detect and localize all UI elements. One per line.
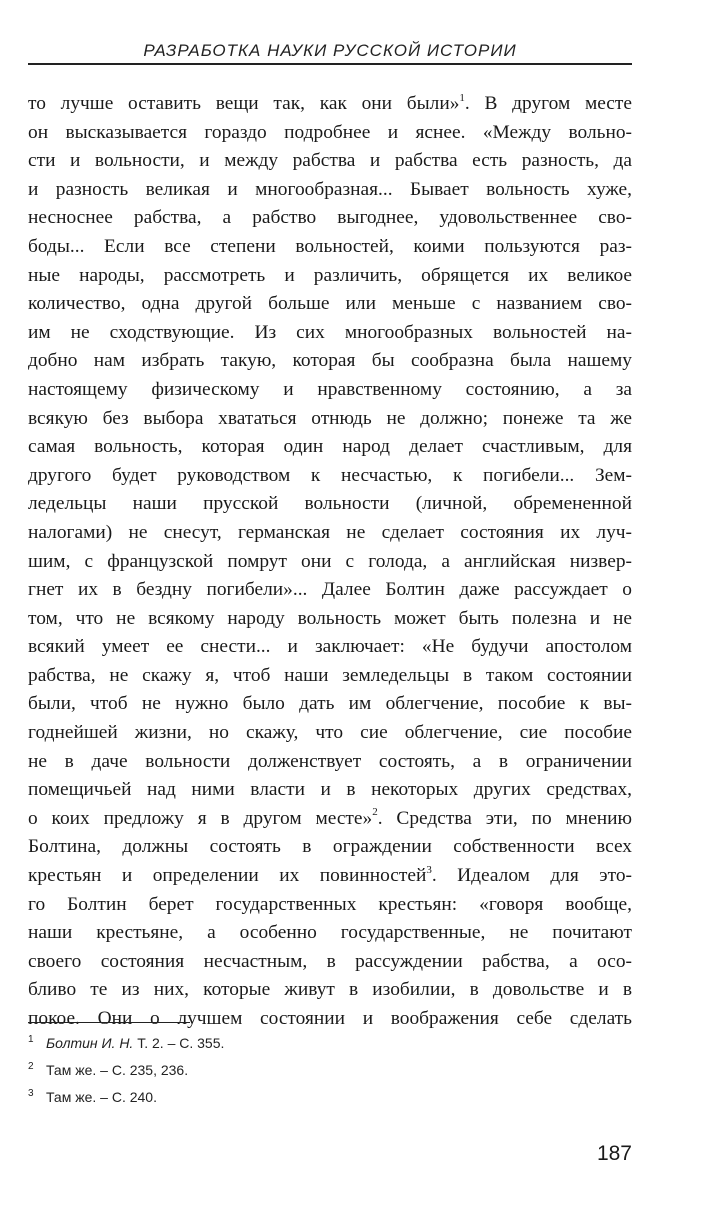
footnote-author: Болтин И. Н. — [46, 1035, 134, 1051]
text-line: добно нам избрать такую, которая бы сообразна была нашему — [28, 350, 632, 372]
footnote-rule — [28, 1022, 190, 1023]
text-line: гнет их в бездну погибели»... Далее Болтин даже рассуждает о — [28, 579, 632, 601]
footnote-text: Там же. – С. 240. — [46, 1089, 157, 1105]
text-line: то лучше оставить вещи так, как они были»$^1$. В другом месте — [28, 91, 632, 114]
text-line: Болтина, должны состоять в ограждении собственности всех — [28, 836, 632, 858]
footnote-item: 2 Там же. – С. 235, 236. — [28, 1061, 189, 1078]
text-line: самая вольность, которая один народ делает счастливым, для — [28, 436, 632, 458]
text-line: им не сходствующие. Из сих многообразных вольностей на- — [28, 321, 632, 343]
text-line: сти и вольности, и между рабства и рабства есть разность, да — [28, 150, 632, 172]
page-number: 187 — [596, 1142, 632, 1165]
footnote-text: Т. 2. – С. 355. — [133, 1035, 225, 1051]
text-line: крестьян и определении их повинностей$^3$. Идеалом для это- — [28, 863, 632, 887]
text-line: помещичьей над ними власти и в некоторых других средствах, — [28, 779, 632, 801]
text-line: рабства, не скажу я, чтоб наши земледельцы в таком состоянии — [28, 664, 632, 686]
text-line: наши крестьяне, а особенно государственные, не почитают — [28, 922, 632, 944]
text-line: покое. Они о лучшем состоянии и воображения себе сделать — [28, 1008, 632, 1029]
text-line: шим, с французской помрут они с голода, а английская низвер- — [28, 550, 632, 572]
text-line: го Болтин берет государственных крестьян: «говоря вообще, — [28, 893, 632, 915]
footnote-item: 3 Там же. – С. 240. — [28, 1088, 157, 1105]
text-line: не в даче вольности долженствует состоять, а в ограничении — [28, 750, 632, 772]
text-line: годнейшей жизни, но скажу, что сие облегчение, сие пособие — [28, 722, 632, 744]
text-line: и разность великая и многообразная... Бывает вольность хуже, — [28, 178, 632, 200]
footnotes — [28, 1030, 632, 1111]
text-line: о коих предложу я в другом месте»$^2$. Средства эти, по мнению — [28, 806, 632, 829]
text-line: были, чтоб не нужно было дать им облегчение, пособие к вы- — [28, 693, 632, 715]
text-line: всякую без выбора хвататься отнюдь не должно; понеже та же — [28, 407, 632, 429]
footnote-ref: 3 — [426, 863, 432, 876]
text-line: настоящему физическому и нравственному состоянию, а за — [28, 378, 632, 400]
text-line: своего состояния несчастным, в рассуждении рабства, а осо- — [28, 950, 632, 972]
text-line: всякий умеет ее снести... и заключает: «Не будучи апостолом — [28, 636, 632, 658]
text-line: ные народы, рассмотреть и различить, обрящется их великое — [28, 264, 632, 286]
text-line: несноснее рабства, а рабство выгоднее, удовольственнее сво- — [28, 207, 632, 229]
text-line: он высказывается гораздо подробнее и яснее. «Между вольно- — [28, 121, 632, 143]
running-header: РАЗРАБОТКА НАУКИ РУССКОЙ ИСТОРИИ — [143, 41, 517, 60]
footnote-ref: 1 — [459, 91, 465, 104]
text-line: боды... Если все степени вольностей, коими пользуются раз- — [28, 235, 632, 257]
text-line: ледельцы наши прусской вольности (личной, обремененной — [28, 493, 632, 515]
footnote-text: Там же. – С. 235, 236. — [46, 1062, 189, 1078]
text-line: бливо те из них, которые живут в изобилии, в довольстве и в — [28, 979, 632, 1001]
text-line: другого будет руководством к несчастью, к погибели... Зем- — [28, 464, 632, 486]
footnote-item: 1 Болтин И. Н. Т. 2. – С. 355. — [28, 1034, 225, 1051]
body-text — [28, 90, 632, 1034]
text-line: том, что не всякому народу вольность может быть полезна и не — [28, 607, 632, 629]
header-rule — [28, 63, 632, 65]
text-line: налогами) не снесут, германская не сделает состояния их луч- — [28, 521, 632, 543]
text-line: количество, одна другой больше или меньше с названием сво- — [28, 293, 632, 315]
footnote-ref: 2 — [372, 806, 378, 819]
